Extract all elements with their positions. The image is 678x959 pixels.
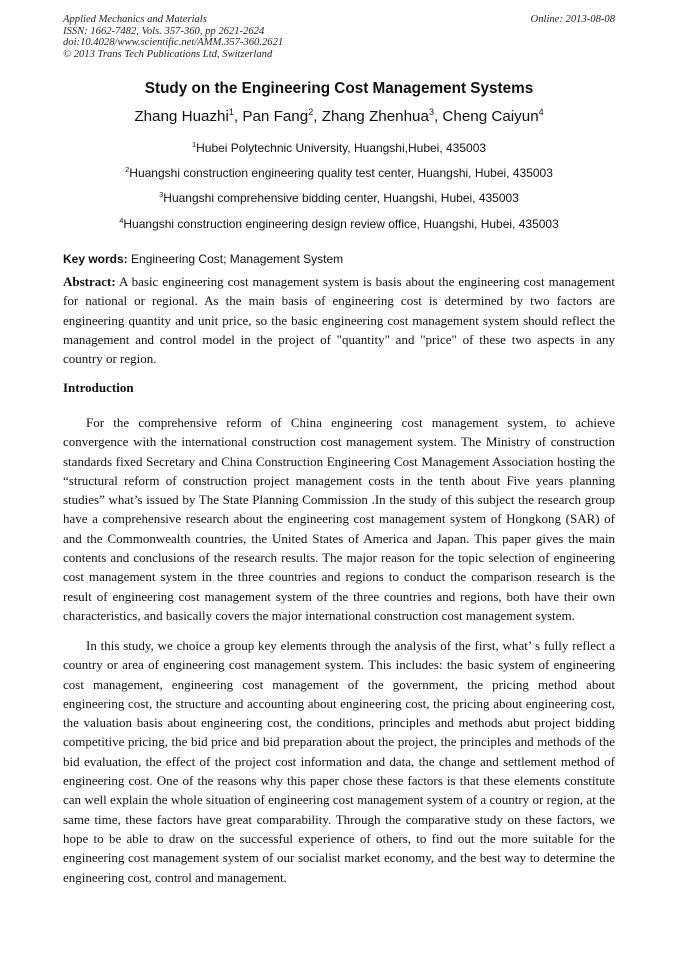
author-separator: ,: [313, 108, 322, 125]
affiliation-2: [0, 166, 678, 180]
author-affiliation-marker: 4: [538, 106, 544, 117]
author-affiliation-marker: 3: [428, 106, 434, 117]
affiliation-text: Huangshi comprehensive bidding center, Huangshi, Hubei, 435003: [163, 191, 519, 205]
keywords: [63, 252, 343, 266]
affiliation-text: Huangshi construction engineering quality test center, Huangshi, Hubei, 435003: [129, 166, 553, 180]
affiliation-1: [0, 141, 678, 155]
affiliation-text: Hubei Polytechnic University, Huangshi,Hubei, 435003: [196, 141, 487, 155]
section-heading-introduction: Introduction: [63, 380, 134, 395]
online-date: Online: 2013-08-08: [530, 14, 615, 25]
doi-line: doi:10.4028/www.scientific.net/AMM.357-360.2621: [63, 37, 284, 48]
issn-line: ISSN: 1662-7482, Vols. 357-360, pp 2621-2624: [63, 25, 265, 37]
introduction-paragraph-1: For the comprehensive reform of China engineering cost management system, to achieve convergence with the international construction cost management system. The Ministry of construction standards fixed Secretary and China Construction Engineering Cost Management Association hosting the “structural reform of construction project management costs in the tenth about Five years planning studies” what’s issued by The State Planning Commission .In the study of this subject the research group have a comprehensive research about the engineering cost management system of Hongkong (SAR) of and the Commonwealth countries, the United States of America and Japan. This paper gives the main contents and conclusions of the research results. The major reason for the topic selection of engineering cost management system in the three countries and regions to conduct the comparison research is the result of engineering cost management system of the three countries and regions, both have their own characteristics, and basically covers the major international construction cost management system.: [63, 415, 615, 623]
copyright-line: © 2013 Trans Tech Publications Ltd, Switzerland: [63, 48, 273, 60]
abstract-text: A basic engineering cost management system is basis about the engineering cost management for national or regional. As the main basis of engineering cost is determined by two factors are engineering quantity and unit price, so the basic engineering cost management system should reflect the management and control model in the project of "quantity" and "price" of these two aspects in any country or region.: [63, 274, 615, 367]
author-separator: ,: [233, 108, 243, 125]
author-name: Zhang Huazhi: [134, 108, 229, 125]
author-affiliation-marker: 1: [228, 106, 234, 117]
author-name: Pan Fang: [242, 108, 309, 125]
introduction-paragraph-2: In this study, we choice a group key elements through the analysis of the first, what’ s fully reflect a country or area of engineering cost management system. This includes: the basic system of engineering cost management, engineering cost management of the government, the pricing method about engineering cost, the structure and accounting about engineering cost, the pricing about engineering cost, the valuation basis about engineering cost, the conditions, principles and methods abut project bidding competitive pricing, the bid price and bid preparation about the project, the principles and methods of the bid evaluation, the effect of the project cost information and data, the change and settlement method of engineering cost. One of the reasons why this paper chose these factors is that these elements constitute can well explain the whole situation of engineering cost management system of a country or region, at the same time, these factors have great comparability. Through the comparative study on these factors, we hope to be able to draw on the successful experience of others, to find out the more suitable for the engineering cost management system of our socialist market economy, and the best way to determine the engineering cost, control and management.: [63, 638, 615, 885]
author-affiliation-marker: 2: [308, 106, 314, 117]
abstract: [63, 272, 615, 368]
affiliation-marker: 1: [191, 140, 197, 149]
journal-name: Applied Mechanics and Materials: [63, 14, 207, 25]
author-list: [0, 108, 678, 125]
author-name: Cheng Caiyun: [442, 108, 539, 125]
affiliation-text: Huangshi construction engineering design review office, Huangshi, Hubei, 435003: [123, 217, 559, 231]
affiliation-3: [0, 191, 678, 205]
publication-info: [63, 14, 283, 60]
author-separator: ,: [433, 108, 443, 125]
paper-title: Study on the Engineering Cost Management Systems: [144, 80, 534, 97]
abstract-label: Abstract:: [63, 274, 116, 289]
affiliation-marker: 3: [159, 190, 164, 199]
affiliation-marker: 4: [119, 216, 124, 225]
keywords-label: Key words:: [63, 252, 128, 266]
affiliation-4: [0, 217, 678, 231]
keywords-text: Engineering Cost; Management System: [127, 252, 344, 266]
author-name: Zhang Zhenhua: [321, 108, 429, 125]
affiliation-marker: 2: [125, 165, 130, 174]
